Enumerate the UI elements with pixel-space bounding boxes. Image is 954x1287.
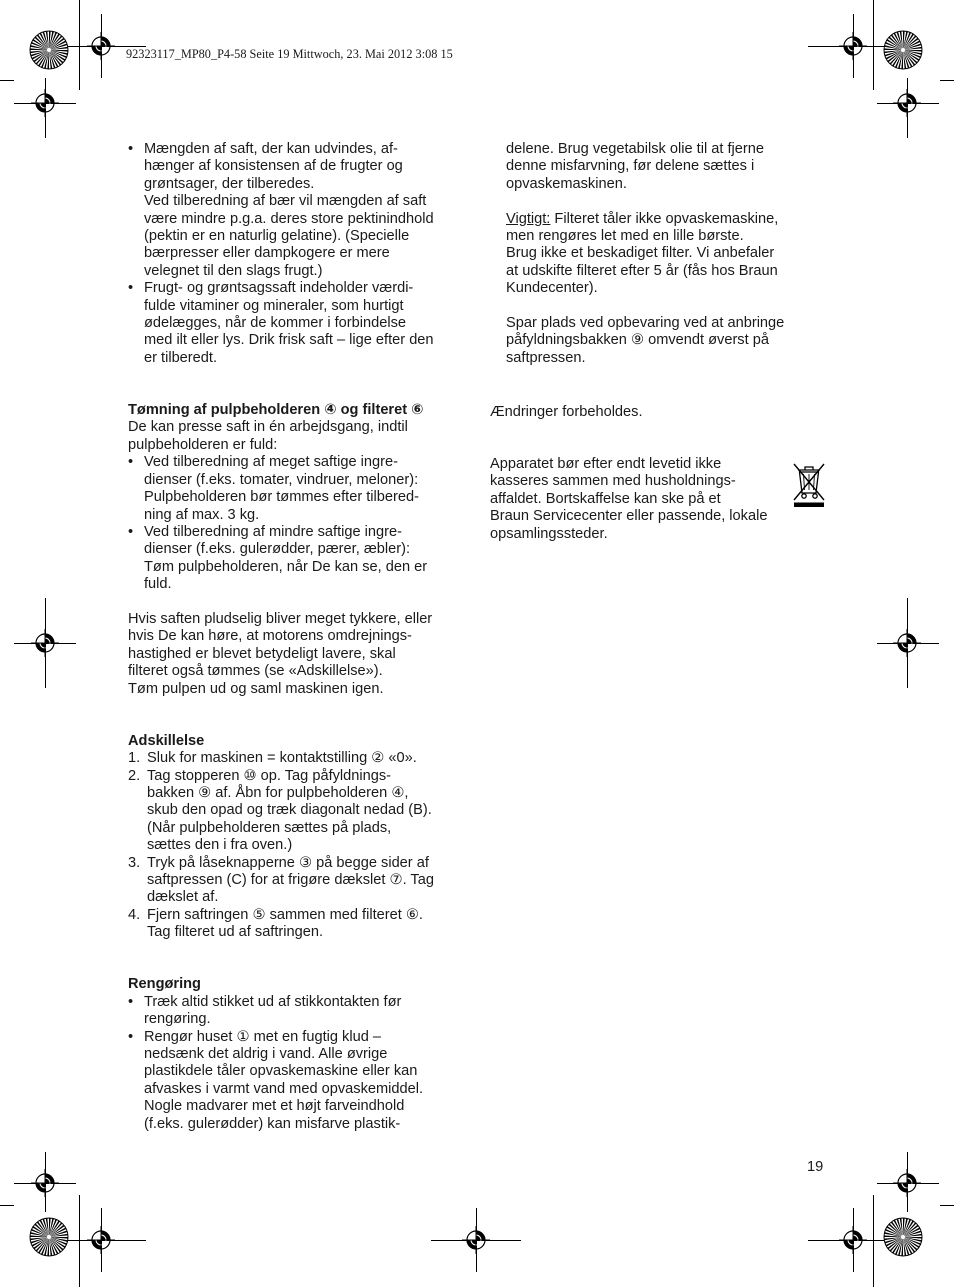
text-line: Pulpbeholderen bør tømmes efter tilbered- <box>144 489 419 506</box>
text-line: Tag filteret ud af saftringen. <box>147 924 324 941</box>
disassembly-section <box>128 733 473 942</box>
text-line: fulde vitaminer og mineraler, som hurtigt <box>144 297 404 314</box>
text-line: grøntsager, der tilberedes. <box>144 175 315 192</box>
bullet-mark: • <box>128 454 134 471</box>
crop-mark-line <box>940 1205 954 1206</box>
list-item <box>128 141 473 280</box>
text-line: skub den opad og træk diagonalt nedad (B). <box>147 802 432 819</box>
cleaning-section <box>128 976 473 1133</box>
step-number: 2. <box>128 767 141 784</box>
text-line: pulpbeholderen er fuld: <box>128 436 278 453</box>
registration-crosshair-icon <box>87 32 115 60</box>
cleaning-bullet-list <box>128 994 473 1133</box>
text-line: Tøm pulpen ud og saml maskinen igen. <box>128 680 384 697</box>
text-line: hænger af konsistensen af de frugter og <box>144 158 403 175</box>
bullet-mark: • <box>128 280 134 297</box>
cleaning-continuation <box>506 141 836 193</box>
text-line: kasseres sammen med husholdnings- <box>490 473 736 490</box>
storage-note <box>506 315 836 367</box>
registration-crosshair-icon <box>31 1169 59 1197</box>
emptying-section <box>128 402 473 698</box>
text-line: De kan presse saft in én arbejdsgang, indtil <box>128 419 408 436</box>
text-line: med ilt eller lys. Drik frisk saft – lige efter den <box>144 332 434 349</box>
registration-crosshair-icon <box>87 1226 115 1254</box>
crop-mark-line <box>873 1195 874 1287</box>
text-line: (f.eks. gulerødder) kan misfarve plastik- <box>144 1115 401 1132</box>
text-line: Tøm pulpbeholderen, når De kan se, den er <box>144 558 428 575</box>
section-heading-cleaning: Rengøring <box>128 976 201 993</box>
text-line: hvis De kan høre, at motorens omdrejnings- <box>128 628 412 645</box>
text-line: være mindre p.g.a. deres store pektinindhold <box>144 210 434 227</box>
list-item <box>128 524 473 594</box>
right-column <box>506 141 836 367</box>
crop-mark-line <box>0 1205 14 1206</box>
disassembly-step-list <box>128 750 473 941</box>
page-number: 19 <box>807 1159 824 1175</box>
section-heading-emptying: Tømning af pulpbeholderen ④ og filteret ⑥ <box>128 402 424 419</box>
color-starburst-icon <box>29 30 69 70</box>
text-line: Ved tilberedning af meget saftige ingre- <box>144 454 398 471</box>
text-line: bakken ⑨ af. Åbn for pulpbeholderen ④, <box>147 784 409 801</box>
text-line: bærpresser eller dampkogere er mere <box>144 245 390 262</box>
step-number: 1. <box>128 750 141 767</box>
text-line: saftpressen (C) for at frigøre dækslet ⑦. Tag <box>147 872 434 889</box>
emptying-intro <box>128 419 473 454</box>
text-line: Frugt- og grøntsagssaft indeholder værdi- <box>144 280 414 297</box>
registration-crosshair-icon <box>31 629 59 657</box>
text-line: saftpressen. <box>506 349 586 366</box>
color-starburst-icon <box>29 1217 69 1257</box>
text-line: Mængden af saft, der kan udvindes, af- <box>144 141 398 157</box>
bullet-mark: • <box>128 141 134 157</box>
text-line: (pektin er en naturlig gelatine). (Specielle <box>144 228 410 245</box>
text-line: Fjern saftringen ⑤ sammen med filteret ⑥. <box>147 906 423 923</box>
text-line: Braun Servicecenter eller passende, lokale <box>490 508 768 525</box>
text-line: ning af max. 3 kg. <box>144 506 260 523</box>
text-line: affaldet. Bortskaffelse kan ske på et <box>490 490 721 507</box>
list-item <box>128 280 473 367</box>
text-line: opsamlingssteder. <box>490 525 608 542</box>
list-item <box>128 750 473 767</box>
important-label: Vigtigt: <box>506 210 551 227</box>
text-line: Kundecenter). <box>506 280 598 297</box>
text-line: Rengør huset ① met en fugtig klud – <box>144 1028 381 1045</box>
text-line: er tilberedt. <box>144 349 218 366</box>
text-line: at udskifte filteret efter 5 år (fås hos Braun <box>506 262 778 279</box>
crop-mark-line <box>0 80 14 81</box>
text-line: hastighed er blevet betydeligt lavere, skal <box>128 645 396 662</box>
bullet-mark: • <box>128 993 134 1010</box>
registration-crosshair-icon <box>893 629 921 657</box>
emptying-paragraph <box>128 611 473 698</box>
text-line: rengøring. <box>144 1011 211 1028</box>
list-item <box>128 768 473 855</box>
text-line: denne misfarvning, før delene sættes i <box>506 158 755 175</box>
text-line: Tag stopperen ⑩ op. Tag påfyldnings- <box>147 767 392 784</box>
print-slug: 92323117_MP80_P4-58 Seite 19 Mittwoch, 23. Mai 2012 3:08 15 <box>126 47 453 61</box>
crop-mark-line <box>873 0 874 90</box>
text-line: sættes den i fra oven.) <box>147 837 293 854</box>
left-column <box>128 141 473 1133</box>
registration-crosshair-icon <box>893 1169 921 1197</box>
registration-crosshair-icon <box>462 1226 490 1254</box>
changes-note: Ændringer forbeholdes. <box>490 404 643 420</box>
color-starburst-icon <box>883 30 923 70</box>
text-line: Spar plads ved opbevaring ved at anbringe <box>506 315 785 332</box>
text-line: dienser (f.eks. tomater, vindruer, meloner): <box>144 471 419 488</box>
list-item <box>128 855 473 907</box>
registration-crosshair-icon <box>31 89 59 117</box>
crop-mark-line <box>940 80 954 81</box>
list-item <box>128 907 473 942</box>
list-item <box>128 1029 473 1133</box>
text-line: opvaskemaskinen. <box>506 175 627 192</box>
text-line: filteret også tømmes (se «Adskillelse»). <box>128 663 383 680</box>
text-line: afvaskes i varmt vand med opvaskemiddel. <box>144 1080 424 1097</box>
text-line: Hvis saften pludselig bliver meget tykkere, eller <box>128 610 433 627</box>
crossed-out-wheelie-bin-icon <box>791 460 827 508</box>
text-line: plastikdele tåler opvaskemaskine eller kan <box>144 1063 418 1080</box>
registration-crosshair-icon <box>839 32 867 60</box>
emptying-bullet-list <box>128 454 473 593</box>
bullet-mark: • <box>128 523 134 540</box>
text-line: men rengøres let med en lille børste. <box>506 228 744 245</box>
disposal-note <box>490 456 810 543</box>
text-line: ødelægges, når de kommer i forbindelse <box>144 315 407 332</box>
text-line: velegnet til den slags frugt.) <box>144 262 323 279</box>
text-line: dækslet af. <box>147 889 219 906</box>
list-item <box>128 454 473 524</box>
important-first-line: Filteret tåler ikke opvaskemaskine, <box>550 210 779 227</box>
text-line: Sluk for maskinen = kontaktstilling ② «0». <box>147 750 417 767</box>
intro-bullet-list <box>128 141 473 367</box>
text-line: Nogle madvarer met et højt farveindhold <box>144 1098 405 1115</box>
registration-crosshair-icon <box>839 1226 867 1254</box>
text-line: Brug ikke et beskadiget filter. Vi anbefaler <box>506 245 775 262</box>
bullet-mark: • <box>128 1028 134 1045</box>
text-line: Ved tilberedning af mindre saftige ingre- <box>144 523 402 540</box>
important-note <box>506 211 836 298</box>
step-number: 4. <box>128 906 141 923</box>
crop-mark-line <box>79 0 80 90</box>
color-starburst-icon <box>883 1217 923 1257</box>
text-line: Træk altid stikket ud af stikkontakten før <box>144 993 402 1010</box>
text-line: Tryk på låseknapperne ③ på begge sider af <box>147 854 429 871</box>
text-line: nedsænk det aldrig i vand. Alle øvrige <box>144 1046 388 1063</box>
registration-crosshair-icon <box>893 89 921 117</box>
section-heading-disassembly: Adskillelse <box>128 732 205 749</box>
changes-note-block <box>490 404 820 421</box>
text-line: påfyldningsbakken ⑨ omvendt øverst på <box>506 332 769 349</box>
text-line: fuld. <box>144 576 172 593</box>
text-line: (Når pulpbeholderen sættes på plads, <box>147 819 392 836</box>
list-item <box>128 994 473 1029</box>
text-line: Ved tilberedning af bær vil mængden af saft <box>144 193 427 210</box>
crop-mark-line <box>79 1195 80 1287</box>
text-line: Apparatet bør efter endt levetid ikke <box>490 456 722 472</box>
text-line: delene. Brug vegetabilsk olie til at fjerne <box>506 141 764 157</box>
text-line: dienser (f.eks. gulerødder, pærer, æbler): <box>144 541 411 558</box>
step-number: 3. <box>128 854 141 871</box>
